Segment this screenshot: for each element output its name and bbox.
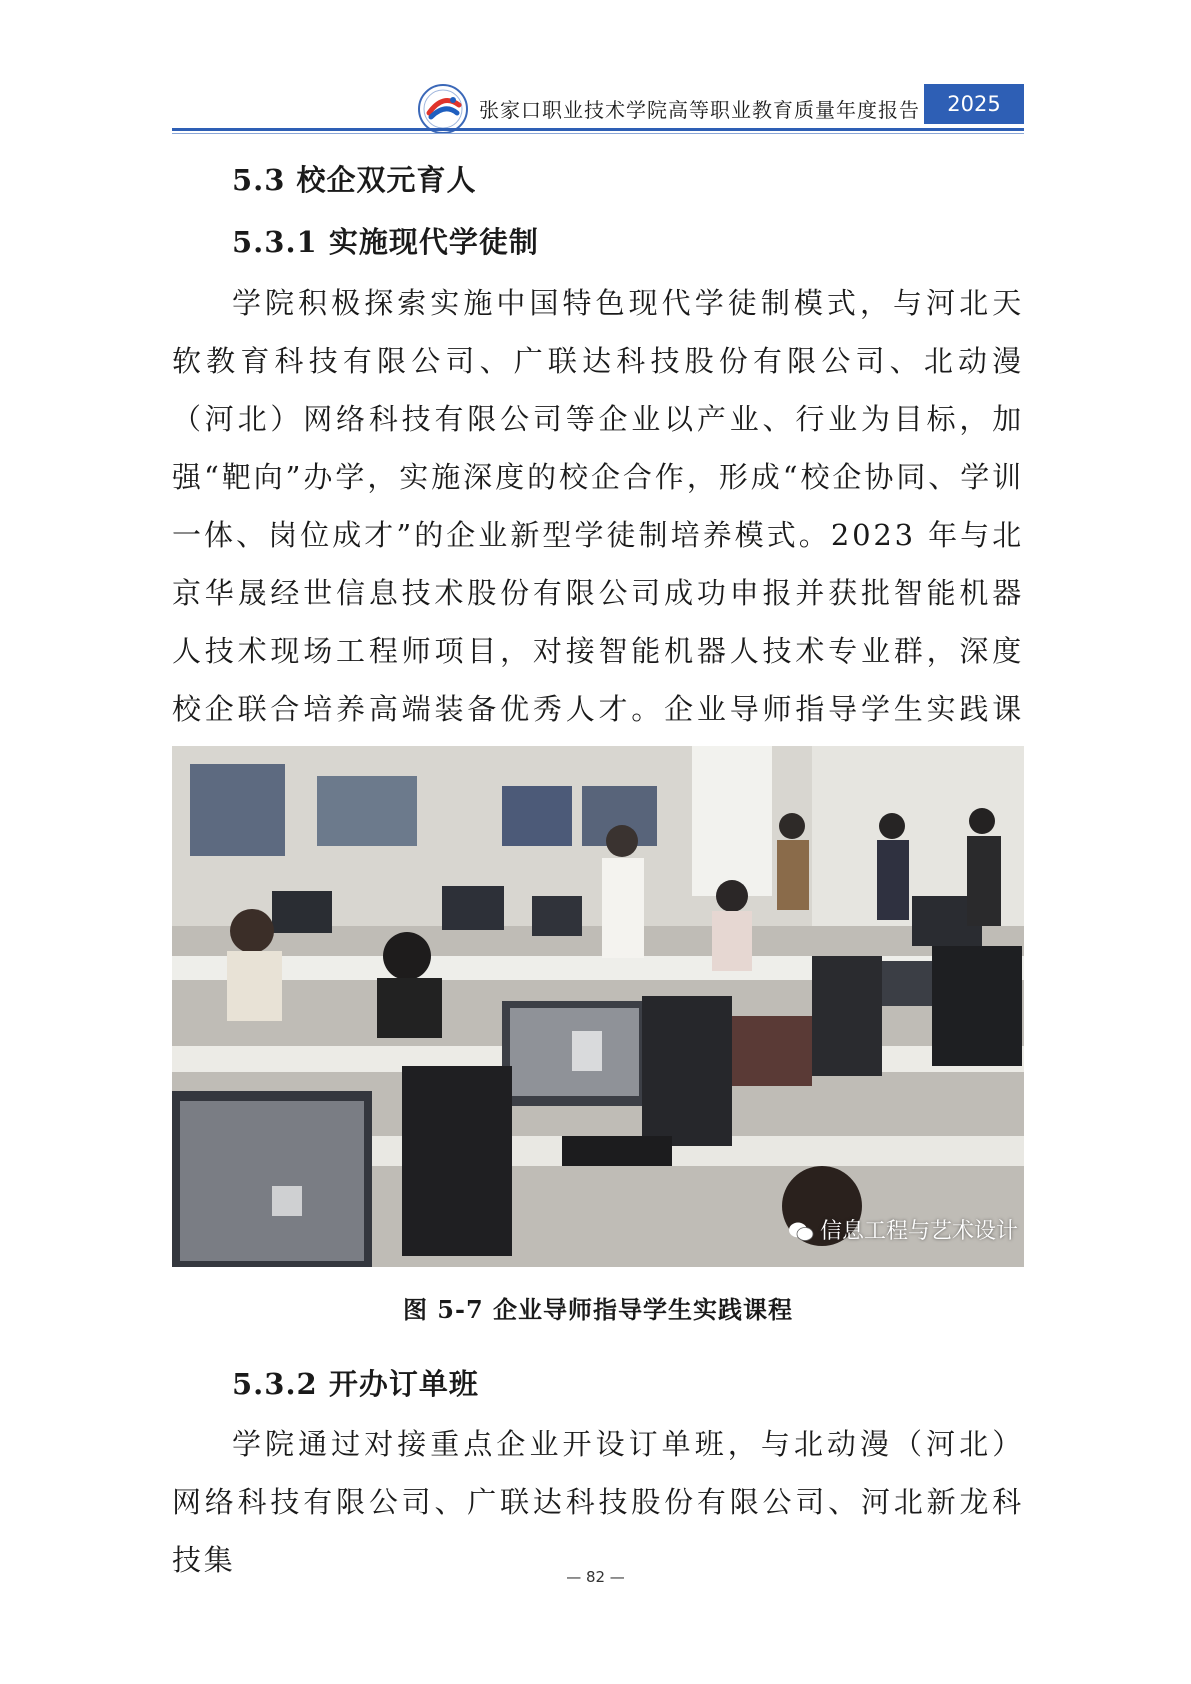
body-paragraph-2: 学院通过对接重点企业开设订单班，与北动漫（河北）网络科技有限公司、广联达科技股份有限公司、河北新龙科技集 <box>172 1427 1024 1577</box>
page-number: — 82 — <box>566 1568 625 1586</box>
watermark-text: 信息工程与艺术设计 <box>819 1219 1018 1244</box>
figure-caption: 图 5-7 企业导师指导学生实践课程 <box>402 1295 794 1324</box>
body-paragraph-1: 学院积极探索实施中国特色现代学徒制模式，与河北天软教育科技有限公司、广联达科技股份有限公司、北动漫（河北）网络科技有限公司等企业以产业、行业为目标，加强“靶向”办学，实施深度的校企合作，形成“校企协同、学训一体、岗位成才”的企业新型学徒制培养模式。2023 年与北京华晟经世信息技术股份有限公司成功申报并获批智能机器人技术现场工程师项目，对接智能机器人技术专业群，深度校企联合培养高端装备优秀人才。企业导师指导学生实践课 <box>172 286 1024 726</box>
section-heading: 5.3 校企双元育人 <box>232 163 477 197</box>
wechat-icon <box>788 1221 814 1243</box>
year-badge: 2025 <box>924 84 1024 124</box>
header-rule <box>172 128 1024 131</box>
subsection-heading-1: 5.3.1 实施现代学徒制 <box>232 225 539 259</box>
photo-watermark <box>788 1214 1018 1245</box>
subsection-heading-2: 5.3.2 开办订单班 <box>232 1367 479 1401</box>
classroom-illustration <box>172 746 1024 1267</box>
header-rule-thin <box>172 133 1024 134</box>
page-header <box>172 80 1024 135</box>
report-title: 张家口职业技术学院高等职业教育质量年度报告 <box>479 98 920 122</box>
classroom-photo <box>172 746 1024 1267</box>
